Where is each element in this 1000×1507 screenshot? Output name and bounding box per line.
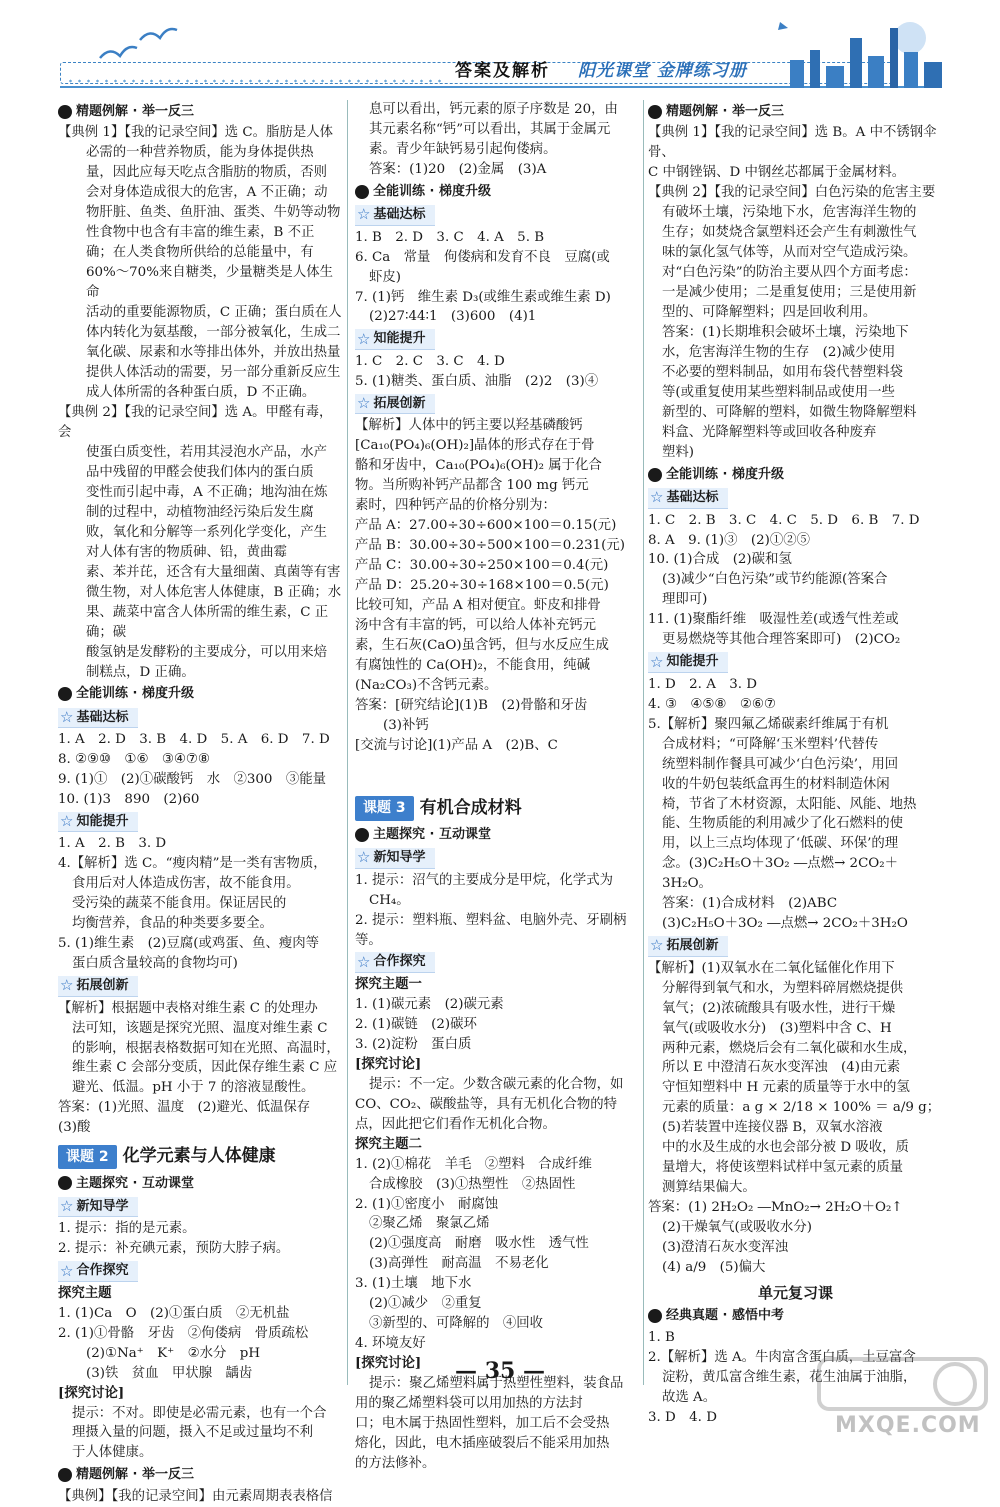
- answer-line: 答案：(1)20 (2)金属 (3)A: [369, 161, 547, 177]
- star-icon: ☆: [650, 652, 664, 671]
- answer-line: 食用后对人体造成伤害，故不能食用。: [72, 876, 300, 892]
- section-jingti: 精题例解 · 举一反三: [648, 102, 943, 121]
- answer-line: 新型的、可降解的塑料，如微生物降解塑料: [662, 404, 917, 420]
- answer-line: 4. 环境友好: [355, 1336, 426, 1352]
- badge-icon: [58, 687, 72, 701]
- answer-line: 1. A 2. D 3. B 4. D 5. A 6. D 7. D: [58, 732, 330, 748]
- star-icon: ☆: [357, 205, 371, 224]
- answer-line: 法可知，该题是探究光照、温度对维生素 C: [72, 1020, 328, 1036]
- answer-line: 蛋白质含量较高的食物均可): [72, 956, 238, 972]
- section-jichu: ☆ 基础达标: [648, 488, 728, 508]
- answer-line: (3)减少“白色污染”或节约能源(答案合: [662, 572, 888, 588]
- answer-line: 【解析】(1)双氧水在二氧化锰催化作用下: [648, 960, 895, 976]
- header-dots: [66, 78, 446, 84]
- subheading: 探究主题: [58, 1284, 112, 1301]
- answer-line: 念。(3)C₂H₅O＋3O₂ ―点燃→ 2CO₂＋3H₂O。: [662, 856, 899, 892]
- answer-line: 素，生石灰(CaO)虽含钙，但与水反应生成: [355, 637, 609, 653]
- answer-line: 物。当所购补钙产品都含 100 mg 钙元: [355, 478, 589, 493]
- answer-line: (2)①强度高 耐磨 吸水性 透气性: [369, 1236, 589, 1252]
- answer-line: 塑料): [662, 444, 695, 460]
- answer-line: 产品 C：30.00÷30÷250×100＝0.4(元): [355, 557, 609, 573]
- header-title: 答案及解析: [455, 61, 550, 81]
- answer-line: 产品 B：30.00÷30÷500×100＝0.231(元): [355, 537, 625, 553]
- answer-line: 收的牛奶包装纸盒再生的材料制造休闲: [662, 776, 890, 792]
- answer-line: 淀粉，黄瓜富含维生素，花生油属于油脂，: [662, 1369, 917, 1385]
- badge-icon: [648, 1309, 662, 1323]
- page-number: — 35 —: [455, 1358, 545, 1384]
- section-xinzhi: ☆ 新知导学: [58, 1197, 138, 1217]
- star-icon: ☆: [60, 708, 74, 727]
- answer-line: CH₄。: [369, 892, 410, 908]
- answer-line: (4) a/9 (5)偏大: [662, 1260, 766, 1276]
- answer-line: (3)C₂H₅O＋3O₂ ―点燃→ 2CO₂＋3H₂O: [662, 916, 908, 932]
- star-icon: ☆: [357, 952, 371, 971]
- example-1: 【典例 1】【我的记录空间】选 C。脂肪是人体 必需的一种营养物质，能为身体提供热 量，因此应每天吃点含脂肪的物质，否则 会对身体造成很大的危害，A 不正确；动 物肝脏、鱼类、鱼肝油、蛋类、牛奶等动物 性食物中也含有丰富的维生素，B 不正 确；在人类食物所供给的总能量中，有 60%～70%来自糖类，少量糖类是人体生命 活动的重要能源物质，C 正确；蛋白质在人 体内转化为氨基酸，一部分被氧化，生成二 氧化碳、尿素和水等排出体外，并放出热量 提供人体活动的需要，另一部分重新反应生 成人体所需的各种蛋白质，D 不正确。: [58, 125, 342, 400]
- answer-line: 用，以上三点均体现了‘低碳、环保’的理: [662, 836, 899, 852]
- answer-line: 8. A 9. (1)③ (2)①②⑤: [648, 532, 811, 548]
- answer-line: 型的、可降解塑料；四是回收利用。: [662, 305, 877, 321]
- section-tuozhan: ☆ 拓展创新: [58, 976, 138, 996]
- lesson-3-heading: 课题 3 有机合成材料: [355, 796, 639, 821]
- page-header: [0, 0, 1000, 100]
- answer-line: 等(或重复使用某些塑料制品或使用一些: [662, 384, 895, 400]
- answer-line: 提示：不一定。少数含碳元素的化合物，如: [369, 1076, 624, 1092]
- answer-line: (3)澄清石灰水变浑浊: [662, 1240, 789, 1256]
- answer-line: 2. 提示：塑料瓶、塑料盆、电脑外壳、牙刷柄等。: [355, 912, 627, 948]
- section-jingdian: 经典真题 · 感悟中考: [648, 1306, 943, 1325]
- answer-line: 2. 提示：补充碘元素，预防大脖子病。: [58, 1241, 290, 1257]
- section-tuozhan: ☆ 拓展创新: [648, 936, 728, 956]
- answer-line: 椅，节省了木材资源，太阳能、风能、地热: [662, 796, 917, 812]
- answer-line: 的影响，根据表格数据可知在光照、高温时，: [72, 1040, 340, 1056]
- answer-line: C 中钢锉锅、D 中钢丝芯都属于金属材料。: [648, 165, 906, 181]
- answer-line: [交流与讨论](1)产品 A (2)B、C: [355, 737, 558, 753]
- answer-line: 合成材料；“可降解‘玉米塑料’代替传: [662, 736, 879, 752]
- answer-line: [Ca₁₀(PO₄)₆(OH)₂]晶体的形式存在于骨: [355, 438, 595, 454]
- answer-line: 理摄入量的问题，摄入不足或过量均不利: [72, 1425, 314, 1441]
- answer-line: 1. A 2. B 3. D: [58, 836, 167, 852]
- answer-line: 分解得到氧气和水，为塑料碎屑燃烧提供: [662, 980, 904, 996]
- answer-line: 2. (1)①密度小 耐腐蚀: [355, 1196, 499, 1212]
- answer-line: 于人体健康。: [72, 1445, 153, 1461]
- answer-line: 产品 A：27.00÷30÷600×100＝0.15(元): [355, 517, 617, 533]
- example-2: 【典例 2】【我的记录空间】选 A。甲醛有毒，会 使蛋白质变性，若用其浸泡水产品，水产 品中残留的甲醛会使我们体内的蛋白质 变性而引起中毒，A 不正确；地沟油在炼 制的过程中，动植物油经污染后发生腐 败，氧化和分解等一系列化学变化，产生 对人体有害的物质砷、铅，黄曲霉 素、苯并芘，还含有大量细菌、真菌等有害 微生物，对人体危害人体健康，B 正确；水 果、蔬菜中富含人体所需的维生素，C 正确；碳 酸氢钠是发酵粉的主要成分，可以用来焙 制糕点，D 正确。: [58, 404, 342, 680]
- answer-line: 的方法修补。: [355, 1456, 436, 1472]
- answer-line: 1. B 2. D 3. C 4. A 5. B: [355, 229, 545, 245]
- answer-line: 合成橡胶 (3)①热塑性 ②热固性: [369, 1176, 576, 1192]
- lesson-2-heading: 课题 2 化学元素与人体健康: [58, 1144, 343, 1169]
- section-zhineng: ☆ 知能提升: [355, 329, 435, 349]
- star-icon: ☆: [60, 1197, 74, 1216]
- answer-line: 1. C 2. C 3. C 4. D: [355, 353, 505, 369]
- section-jichu: ☆ 基础达标: [58, 708, 138, 728]
- answer-line: 1. (2)①棉花 羊毛 ②塑料 合成纤维: [355, 1156, 592, 1172]
- answer-line: (3)高弹性 耐高温 不易老化: [369, 1256, 549, 1272]
- header-brand: 阳光课堂 金牌练习册: [578, 61, 747, 81]
- answer-line: 有腐蚀性的 Ca(OH)₂，不能食用，纯碱: [355, 657, 591, 673]
- section-zhuti: 主题探究 · 互动课堂: [58, 1174, 343, 1193]
- answer-line: 骼和牙齿中，Ca₁₀(PO₄)₆(OH)₂ 属于化合: [355, 458, 602, 474]
- answer-line: 生存；如焚烧含氯塑料还会产生有刺激性气: [662, 225, 917, 241]
- answer-line: 中的水及生成的水也会部分被 D 吸收，质: [662, 1140, 909, 1156]
- answer-line: 3. D 4. D: [648, 1409, 717, 1425]
- answer-line: 11. (1)聚酯纤维 吸湿性差(或透气性差或: [648, 612, 899, 628]
- answer-line: 熔化，因此，电木插座破裂后不能采用加热: [355, 1436, 610, 1452]
- answer-line: 5. (1)糖类、蛋白质、油脂 (2)2 (3)④: [355, 373, 599, 389]
- column-middle: [355, 100, 639, 1474]
- answer-line: 2. (1)①骨骼 牙齿 ②佝偻病 骨质疏松: [58, 1325, 309, 1341]
- answer-line: (Na₂CO₃)不含钙元素。: [355, 677, 498, 693]
- answer-line: 1. (1)Ca O (2)①蛋白质 ②无机盐: [58, 1305, 290, 1321]
- answer-line: 统塑料制作餐具可减少‘白色污染’，用回: [662, 756, 899, 772]
- answer-line: 水，危害海洋生物的生存 (2)减少使用: [662, 345, 896, 361]
- answer-line: 理即可): [662, 592, 708, 608]
- answer-line: 料盒、光降解塑料等或回收各种废弃: [662, 424, 877, 440]
- answer-line: 4. ③ ④⑤⑧ ②⑥⑦: [648, 696, 776, 712]
- star-icon: ☆: [60, 1261, 74, 1280]
- answer-line: 1. 提示：沼气的主要成分是甲烷，化学式为: [355, 872, 614, 888]
- answer-line: 守恒知塑料中 H 元素的质量等于水中的氢: [662, 1080, 910, 1096]
- answer-line: 素。青少年缺钙易引起佝偻病。: [369, 141, 557, 157]
- answer-line: 产品 D：25.20÷30÷168×100＝0.5(元): [355, 577, 609, 593]
- answer-line: 元素的质量：a g × 2/18 × 100% ＝ a/9 g；: [662, 1100, 941, 1116]
- answer-line: 点，因此把它们看作无机化合物。: [355, 1116, 556, 1132]
- answer-line: 【典例 2】【我的记录空间】白色污染的危害主要: [648, 185, 936, 201]
- answer-line: 氧气(或吸收水分) (3)塑料中含 C、H: [662, 1020, 892, 1036]
- section-tuozhan: ☆ 拓展创新: [355, 394, 435, 414]
- subheading: [探究讨论]: [355, 1055, 422, 1072]
- section-zhineng: ☆ 知能提升: [648, 652, 728, 672]
- star-icon: ☆: [357, 393, 371, 412]
- answer-line: 1. D 2. A 3. D: [648, 676, 758, 692]
- answer-line: 虾皮): [369, 269, 402, 285]
- answer-line: 3. (1)土壤 地下水: [355, 1276, 472, 1292]
- answer-line: 一是减少使用；二是重复使用；三是使用新: [662, 285, 917, 301]
- section-xinzhi: ☆ 新知导学: [355, 848, 435, 868]
- answer-line: 口；电木属于热固性塑料，加工后不会受热: [355, 1416, 610, 1432]
- section-jingti: 精题例解 · 举一反三: [58, 102, 343, 121]
- answer-line: 答案：(1)光照、温度 (2)避光、低温保存: [58, 1100, 311, 1116]
- answer-line: (5)若装置中连接仪器 B，双氧水溶液: [662, 1120, 883, 1136]
- answer-line: 答案：[研究结论](1)B (2)骨骼和牙齿: [355, 697, 588, 713]
- answer-line: 5. (1)维生素 (2)豆腐(或鸡蛋、鱼、瘦肉等: [58, 936, 320, 952]
- answer-line: 均衡营养，食品的种类要多要全。: [72, 916, 273, 932]
- star-icon: ☆: [650, 488, 664, 507]
- badge-icon: [648, 468, 662, 482]
- answer-line: 9. (1)① (2)①碳酸钙 水 ②300 ③能量: [58, 772, 326, 788]
- answer-line: 5.【解析】聚四氟乙烯碳素纤维属于有机: [648, 716, 889, 732]
- badge-icon: [355, 185, 369, 199]
- answer-line: 【解析】人体中的钙主要以羟基磷酸钙: [355, 418, 583, 434]
- subheading: 探究主题二: [355, 1135, 422, 1152]
- answer-line: 8. ②⑨⑩ ①⑥ ③④⑦⑧: [58, 752, 210, 768]
- answer-line: 1. 提示：指的是元素。: [58, 1221, 196, 1237]
- badge-icon: [58, 1176, 72, 1190]
- badge-icon: [58, 105, 72, 119]
- answer-line: (3)铁 贫血 甲状腺 龋齿: [86, 1365, 253, 1381]
- answer-line: 比较可知，产品 A 相对便宜。虾皮和排骨: [355, 597, 601, 613]
- answer-line: (2)①减少 ②重复: [369, 1296, 482, 1312]
- section-jichu: ☆ 基础达标: [355, 205, 435, 225]
- answer-line: 测算结果偏大。: [662, 1180, 756, 1196]
- badge-icon: [355, 828, 369, 842]
- answer-line: 能、生物质能的利用减少了化石燃料的使: [662, 816, 904, 832]
- star-icon: ☆: [60, 812, 74, 831]
- city-skyline-icon: [760, 8, 950, 88]
- answer-line: (2)27∶44∶1 (3)600 (4)1: [369, 309, 537, 325]
- answer-line: (2)①Na⁺ K⁺ ②水分 pH: [86, 1345, 261, 1361]
- answer-line: (3)酸: [58, 1120, 91, 1136]
- column-divider: [643, 100, 644, 1385]
- answer-line: 【典例】【我的记录空间】由元素周期表表格信: [58, 1488, 333, 1504]
- column-left: [58, 100, 343, 1507]
- answer-line: 避光、低温。pH 小于 7 的溶液显酸性。: [72, 1080, 315, 1096]
- answer-line: 不必要的塑料制品，如用布袋代替塑料袋: [662, 364, 904, 380]
- section-hezuo: ☆ 合作探究: [355, 952, 435, 972]
- star-icon: ☆: [650, 936, 664, 955]
- answer-line: 故选 A。: [662, 1389, 717, 1405]
- answer-line: 提示：聚乙烯塑料属于热塑性塑料，装食品: [369, 1376, 624, 1392]
- answer-line: 2.【解析】选 A。牛肉富含蛋白质，土豆富含: [648, 1349, 916, 1365]
- answer-line: 受污染的蔬菜不能食用。保证居民的: [72, 896, 287, 912]
- star-icon: ☆: [60, 976, 74, 995]
- answer-line: 氧气；(2)浓硫酸具有吸水性，进行干燥: [662, 1000, 896, 1016]
- section-zhuti: 主题探究 · 互动课堂: [355, 825, 639, 844]
- answer-line: 味的氯化氢气体等，从而对空气造成污染。: [662, 245, 917, 261]
- answer-line: 10. (1)3 890 (2)60: [58, 792, 200, 808]
- answer-line: 【典例 1】【我的记录空间】选 B。A 中不锈钢伞骨、: [648, 125, 937, 161]
- answer-line: 1. C 2. B 3. C 4. C 5. D 6. B 7. D: [648, 512, 920, 528]
- answer-line: CO、CO₂、碳酸盐等，具有无机化合物的特: [355, 1096, 618, 1112]
- star-icon: ☆: [357, 329, 371, 348]
- star-icon: ☆: [357, 848, 371, 867]
- column-right: [648, 100, 943, 1428]
- answer-line: ③新型的、可降解的 ④回收: [369, 1316, 544, 1332]
- watermark-text: MXQE.COM: [835, 1413, 981, 1438]
- answer-line: 4.【解析】选 C。“瘦肉精”是一类有害物质，: [58, 856, 327, 872]
- answer-line: 6. Ca 常量 佝偻病和发育不良 豆腐(或: [355, 249, 610, 265]
- answer-line: 其元素名称“钙”可以看出，其属于金属元: [369, 121, 611, 137]
- answer-line: (2)干燥氧气(或吸收水分): [662, 1220, 812, 1236]
- answer-line: 有破坏土壤，污染地下水，危害海洋生物的: [662, 205, 917, 221]
- badge-icon: [648, 105, 662, 119]
- section-jingti-2: 精题例解 · 举一反三: [58, 1465, 343, 1484]
- section-hezuo: ☆ 合作探究: [58, 1261, 138, 1281]
- subheading: [探究讨论]: [58, 1384, 125, 1401]
- answer-line: 提示：不对。即使是必需元素，也有一个合: [72, 1405, 327, 1421]
- subheading: [探究讨论]: [355, 1355, 422, 1372]
- answer-line: 量增大，将使该塑料试样中氢元素的质量: [662, 1160, 904, 1176]
- answer-line: 10. (1)合成 (2)碳和氢: [648, 552, 792, 568]
- unit-review-title: 单元复习课: [757, 1284, 833, 1303]
- answer-line: 答案：(1) 2H₂O₂ ―MnO₂→ 2H₂O＋O₂↑: [648, 1200, 903, 1216]
- column-divider: [347, 100, 348, 1385]
- subheading: 探究主题一: [355, 975, 422, 992]
- section-quanneng: 全能训练 · 梯度升级: [355, 182, 639, 201]
- answer-line: 对“白色污染”的防治主要从四个方面考虑：: [662, 265, 917, 281]
- answer-line: 答案：(1)长期堆积会破坏土壤，污染地下: [662, 325, 909, 341]
- answer-line: 1. B: [648, 1329, 675, 1345]
- answer-line: 息可以看出，钙元素的原子序数是 20，由: [369, 102, 618, 117]
- badge-icon: [58, 1468, 72, 1482]
- answer-line: 2. (1)碳链 (2)碳环: [355, 1016, 477, 1032]
- answer-line: 用的聚乙烯塑料袋可以用加热的方法封: [355, 1396, 583, 1412]
- answer-line: 汤中含有丰富的钙，可以给人体补充钙元: [355, 617, 597, 633]
- answer-line: 7. (1)钙 维生素 D₃(或维生素或维生素 D): [355, 289, 611, 305]
- answer-line: 1. (1)碳元素 (2)碳元素: [355, 996, 504, 1012]
- answer-line: 两种元素，燃烧后会有二氧化碳和水生成，: [662, 1040, 917, 1056]
- section-zhineng: ☆ 知能提升: [58, 812, 138, 832]
- answer-line: ②聚乙烯 聚氯乙烯: [369, 1216, 490, 1232]
- answer-line: 3. (2)淀粉 蛋白质: [355, 1036, 472, 1052]
- answer-line: 维生素 C 会部分变质，因此保存维生素 C 应: [72, 1060, 338, 1076]
- answer-line: (3)补钙: [383, 717, 429, 733]
- answer-line: 素时，四种钙产品的价格分别为：: [355, 497, 556, 513]
- answer-line: 答案：(1)合成材料 (2)ABC: [662, 896, 838, 912]
- section-quanneng: 全能训练 · 梯度升级: [58, 684, 343, 703]
- answer-line: 所以 E 中澄清石灰水变浑浊 (4)由元素: [662, 1060, 901, 1076]
- answer-line: 更易燃烧等其他合理答案即可) (2)CO₂: [662, 632, 901, 648]
- section-quanneng: 全能训练 · 梯度升级: [648, 465, 943, 484]
- answer-line: 【解析】根据题中表格对维生素 C 的处理办: [58, 1000, 318, 1016]
